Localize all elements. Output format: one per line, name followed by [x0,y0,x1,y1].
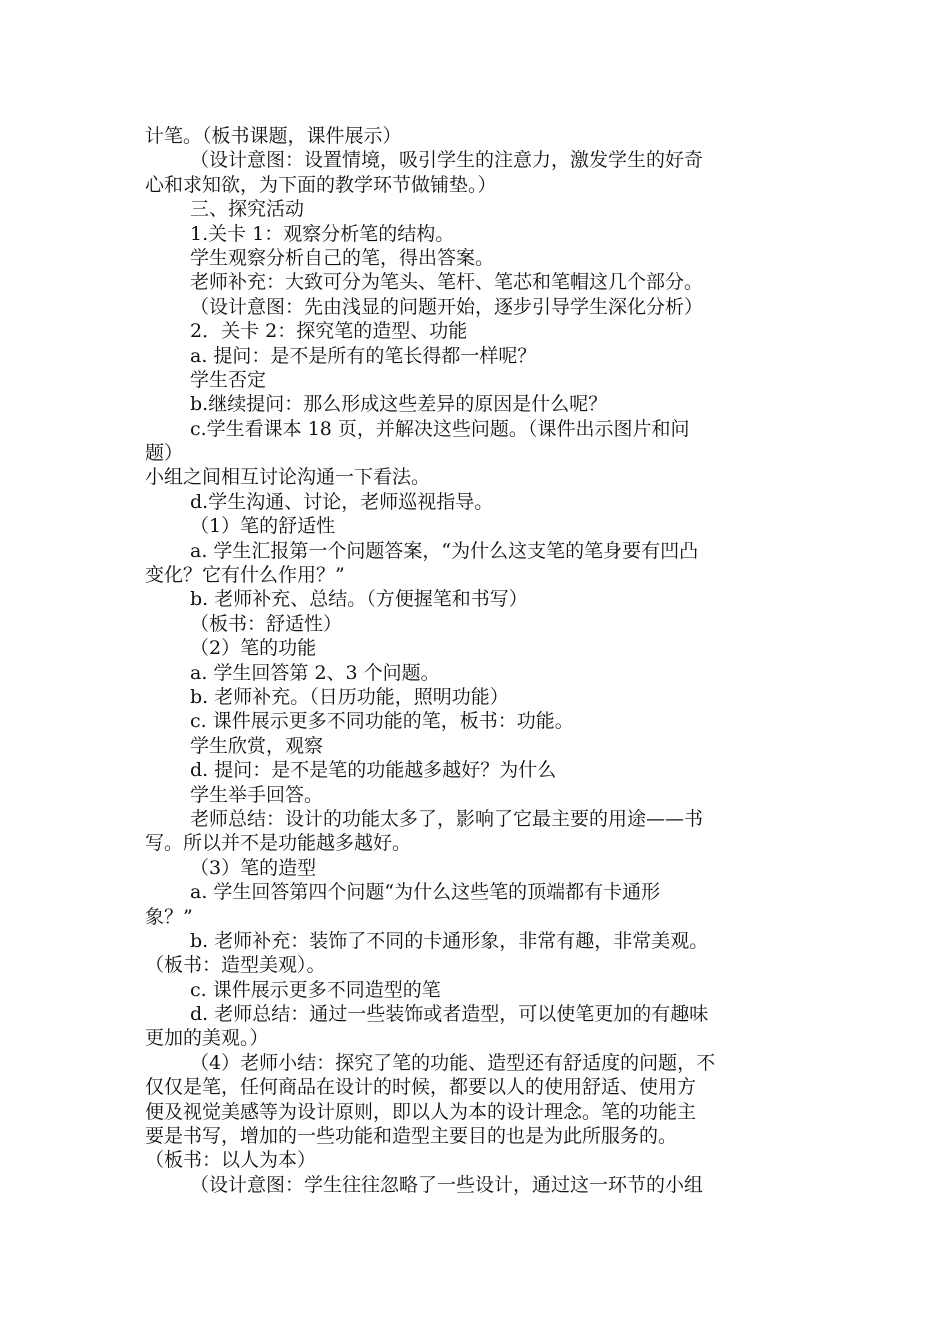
text-line: 象？” [145,905,193,928]
text-line: （设计意图：设置情境，吸引学生的注意力，激发学生的好奇 [190,149,704,172]
text-line: （设计意图：先由浅显的问题开始，逐步引导学生深化分析） [190,295,704,318]
text-line: （3）笔的造型 [190,856,317,879]
text-line: 心和求知欲，为下面的教学环节做铺垫。） [145,173,497,196]
text-line: c.学生看课本 18 页，并解决这些问题。（课件出示图片和问 [190,417,690,440]
text-line: （设计意图：学生往往忽略了一些设计，通过这一环节的小组 [190,1173,704,1196]
text-line: 老师补充：大致可分为笔头、笔杆、笔芯和笔帽这几个部分。 [190,271,704,294]
text-line: d. 老师总结：通过一些装饰或者造型，可以使笔更加的有趣味 [190,1003,709,1026]
text-line: （1）笔的舒适性 [190,515,336,538]
document-body [145,124,805,1197]
text-line: 便及视觉美感等为设计原则，即以人为本的设计理念。笔的功能主 [145,1100,697,1123]
text-line: a. 提问：是不是所有的笔长得都一样呢？ [190,344,537,367]
text-line: 学生观察分析自己的笔，得出答案。 [190,246,495,269]
text-line: c. 课件展示更多不同功能的笔，板书：功能。 [190,710,574,733]
text-line: 2．关卡 2：探究笔的造型、功能 [190,320,468,343]
text-line: （板书：造型美观）。 [145,954,326,977]
text-line: b. 老师补充、总结。（方便握笔和书写） [190,588,528,611]
text-line: 变化？它有什么作用？” [145,564,345,587]
text-line: 小组之间相互讨论沟通一下看法。 [145,466,431,489]
text-line: （4）老师小结：探究了笔的功能、造型还有舒适度的问题，不 [190,1051,716,1074]
text-line: a. 学生回答第 2、3 个问题。 [190,661,440,684]
text-line: a. 学生回答第四个问题“为什么这些笔的顶端都有卡通形 [190,881,661,904]
text-line: 题） [145,442,184,465]
text-line: 学生否定 [190,368,267,391]
text-line: （2）笔的功能 [190,637,317,660]
text-line: 学生欣赏，观察 [190,734,324,757]
text-line: 三、探究活动 [190,198,305,221]
text-line: （板书：以人为本） [145,1149,317,1172]
text-line: 老师总结：设计的功能太多了，影响了它最主要的用途——书 [190,807,704,830]
text-line: 要是书写，增加的一些功能和造型主要目的也是为此所服务的。 [145,1125,678,1148]
text-line: b. 老师补充：装饰了不同的卡通形象，非常有趣，非常美观。 [190,929,709,952]
text-line: a. 学生汇报第一个问题答案，“为什么这支笔的笔身要有凹凸 [190,539,699,562]
text-line: 仅仅是笔，任何商品在设计的时候，都要以人的使用舒适、使用方 [145,1076,697,1099]
text-line: c. 课件展示更多不同造型的笔 [190,978,441,1001]
text-line: 1.关卡 1：观察分析笔的结构。 [190,222,455,245]
text-line: b.继续提问：那么形成这些差异的原因是什么呢？ [190,393,608,416]
text-line: 写。所以并不是功能越多越好。 [145,832,412,855]
text-line: 更加的美观。） [145,1027,269,1050]
text-line: b. 老师补充。（日历功能，照明功能） [190,685,509,708]
text-line: 计笔。（板书课题，课件展示） [145,125,402,147]
text-line: d.学生沟通、讨论，老师巡视指导。 [190,490,494,513]
text-line: 学生举手回答。 [190,783,324,806]
text-line: d. 提问：是不是笔的功能越多越好？为什么 [190,759,557,782]
text-line: （板书：舒适性） [190,612,343,635]
